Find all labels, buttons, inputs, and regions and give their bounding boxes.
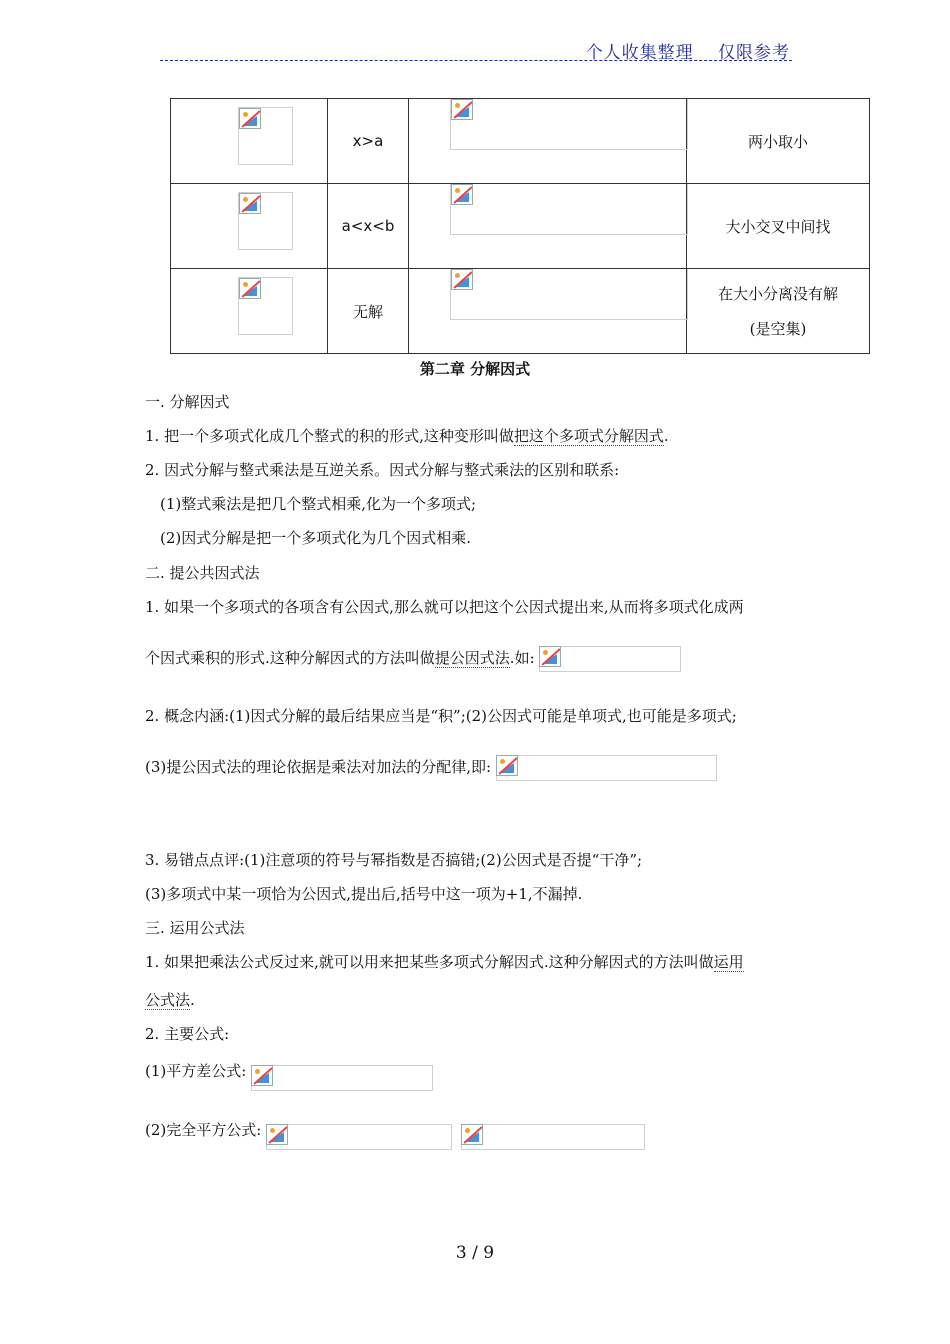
text: (2)完全平方公式: — [145, 1121, 262, 1139]
paragraph: (3)多项式中某一项恰为公因式,提出后,括号中这一项为+1,不漏掉. — [145, 885, 583, 903]
condition-cell: x>a — [328, 99, 409, 184]
paragraph — [145, 989, 195, 1010]
paragraph: (2)因式分解是把一个多项式化为几个因式相乘. — [160, 529, 472, 547]
paragraph: 2. 概念内涵:(1)因式分解的最后结果应当是“积”;(2)公因式可能是单项式,也可能是多项式; — [145, 707, 737, 725]
broken-image-icon — [266, 1124, 288, 1145]
paragraph: 1. 如果一个多项式的各项含有公因式,那么就可以把这个公因式提出来,从而将多项式化成两 — [145, 598, 744, 616]
text: (1)平方差公式: — [145, 1062, 247, 1080]
broken-image-icon — [251, 1065, 273, 1086]
paragraph — [145, 425, 669, 446]
paragraph: 2. 主要公式: — [145, 1025, 230, 1043]
section-heading: 三. 运用公式法 — [145, 919, 245, 937]
header-text: 个人收集整理 仅限参考 — [585, 43, 790, 63]
broken-image-icon — [239, 108, 261, 129]
broken-image-icon — [539, 646, 561, 667]
rule-cell — [687, 269, 870, 354]
text: (3)提公因式法的理论依据是乘法对加法的分配律,即: — [145, 758, 492, 776]
rule-cell: 两小取小 — [687, 99, 870, 184]
broken-image-icon — [451, 99, 473, 120]
solution-image — [450, 269, 688, 320]
solution-image-cell — [409, 269, 687, 354]
solution-image-cell — [409, 184, 687, 269]
number-line-image — [238, 277, 293, 335]
rule-cell: 大小交叉中间找 — [687, 184, 870, 269]
defined-term: 运用 — [713, 953, 744, 971]
paragraph — [145, 1059, 433, 1085]
text: .如: — [509, 649, 535, 667]
paragraph — [145, 951, 744, 972]
solution-image-cell — [409, 99, 687, 184]
inequality-table — [170, 98, 870, 354]
text: . — [190, 991, 195, 1009]
formula-image — [539, 646, 681, 672]
table-row — [171, 269, 870, 354]
broken-image-icon — [451, 184, 473, 205]
rule-line: 在大小分离没有解 — [717, 285, 838, 303]
broken-image-icon — [461, 1124, 483, 1145]
paragraph: 3. 易错点点评:(1)注意项的符号与幂指数是否搞错;(2)公因式是否提“干净”; — [145, 851, 643, 869]
paragraph: 2. 因式分解与整式乘法是互逆关系。因式分解与整式乘法的区别和联系: — [145, 461, 620, 479]
defined-term: 把这个多项式分解因式 — [513, 427, 664, 445]
broken-image-icon — [239, 278, 261, 299]
text: 1. 把一个多项式化成几个整式的积的形式,这种变形叫做 — [145, 427, 514, 445]
condition-cell: 无解 — [328, 269, 409, 354]
text: 1. 如果把乘法公式反过来,就可以用来把某些多项式分解因式.这种分解因式的方法叫做 — [145, 953, 714, 971]
section-heading: 二. 提公共因式法 — [145, 564, 260, 582]
formula-image — [266, 1124, 452, 1150]
text: . — [663, 427, 669, 445]
number-line-image — [238, 107, 293, 165]
solution-image — [450, 99, 688, 150]
page-number: 3 / 9 — [455, 1243, 495, 1263]
broken-image-icon — [239, 193, 261, 214]
number-line-image-cell — [171, 99, 328, 184]
text: 个因式乘积的形式.这种分解因式的方法叫做 — [145, 649, 435, 667]
paragraph — [145, 1118, 645, 1144]
broken-image-icon — [496, 755, 518, 776]
condition-cell: a<x<b — [328, 184, 409, 269]
number-line-image-cell — [171, 184, 328, 269]
paragraph — [145, 646, 681, 672]
formula-image — [496, 755, 717, 781]
formula-image — [461, 1124, 645, 1150]
paragraph: (1)整式乘法是把几个整式相乘,化为一个多项式; — [160, 495, 477, 513]
broken-image-icon — [451, 269, 473, 290]
rule-line: (是空集) — [749, 320, 807, 338]
paragraph — [145, 755, 717, 781]
formula-image — [251, 1065, 433, 1091]
defined-term: 公式法 — [145, 991, 191, 1009]
number-line-image-cell — [171, 269, 328, 354]
table-row — [171, 184, 870, 269]
table-row — [171, 99, 870, 184]
solution-image — [450, 184, 688, 235]
section-heading: 一. 分解因式 — [145, 393, 230, 411]
defined-term: 提公因式法 — [434, 649, 510, 667]
number-line-image — [238, 192, 293, 250]
chapter-title: 第二章 分解因式 — [419, 360, 531, 378]
page-header — [160, 38, 792, 61]
